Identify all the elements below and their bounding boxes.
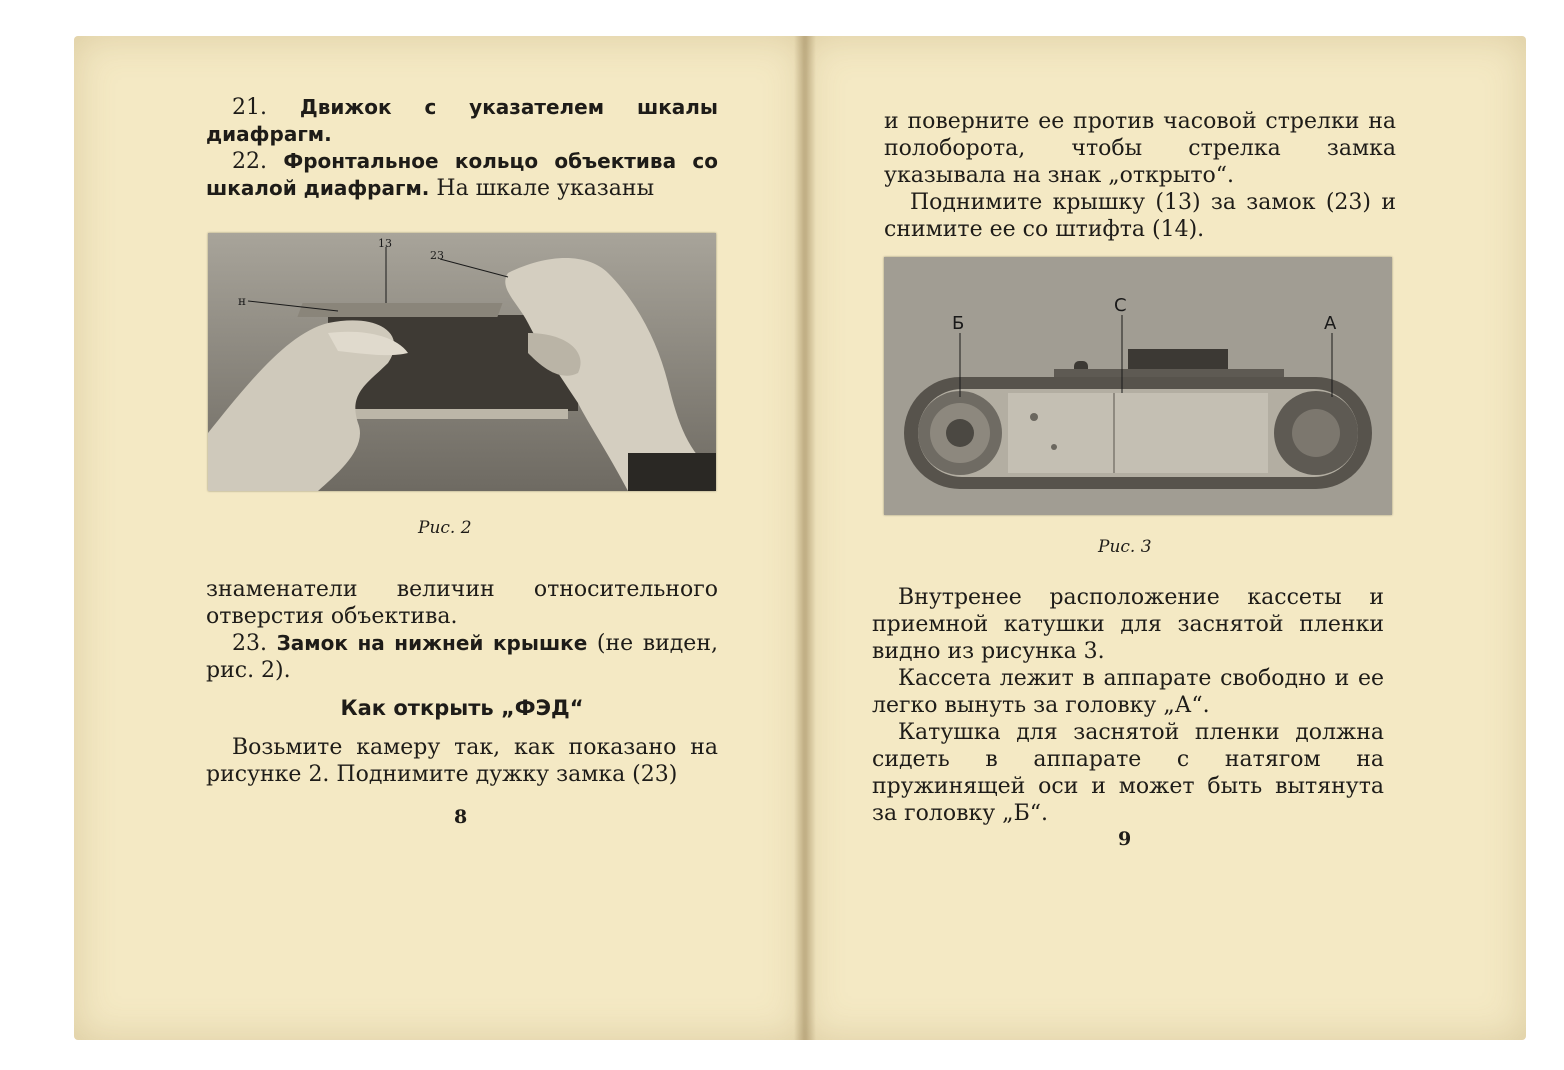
- item-23-title: Замок на нижней крышке: [276, 631, 588, 655]
- continued-text: знаменатели величин относительного отверстия объектива.: [206, 577, 718, 629]
- figure-2-label-c: 23: [430, 249, 444, 262]
- figure-3-caption: Рис. 3: [1098, 537, 1152, 557]
- section-text: Возьмите камеру так, как показано на рисунке 2. Поднимите дужку замка (23): [206, 735, 718, 787]
- item-22-text: На шкале указаны: [436, 176, 655, 201]
- item-23-number: 23.: [232, 631, 267, 656]
- right-top-text: [884, 108, 1396, 243]
- item-22-title: Фронтальное кольцо объектива со шкалой диафрагм.: [206, 149, 718, 200]
- figure-2-label-a: н: [238, 294, 246, 308]
- left-bottom-text: [206, 576, 718, 684]
- figure-3-label-a: А: [1324, 313, 1337, 334]
- section-text-block: [206, 734, 718, 788]
- figure-3-label-c: С: [1114, 295, 1127, 316]
- figure-2-label-b: 13: [378, 237, 392, 250]
- item-21-title: Движок с указателем шкалы диафрагм.: [206, 95, 718, 146]
- right-para-2: Поднимите крышку (13) за замок (23) и снимите ее со штифта (14).: [884, 190, 1396, 242]
- right-bottom-text: [872, 584, 1384, 827]
- section-heading: Как открыть „ФЭД“: [340, 696, 584, 720]
- left-page-number: 8: [454, 806, 468, 828]
- right-para-5: Катушка для заснятой пленки должна сидеть в аппарате с натягом на пружинящей оси и может быть вытянута за головку „Б“.: [872, 720, 1384, 826]
- item-22-number: 22.: [232, 149, 267, 174]
- right-page-number: 9: [1118, 828, 1132, 850]
- right-para-1: и поверните ее против часовой стрелки на полоборота, чтобы стрелка замка указывала на знак „открыто“.: [884, 109, 1396, 188]
- item-21-number: 21.: [232, 95, 267, 120]
- figure-2-caption: Рис. 2: [418, 518, 472, 538]
- item-23: [206, 630, 718, 684]
- figure-3-label-b: Б: [952, 313, 965, 334]
- right-para-4: Кассета лежит в аппарате свободно и ее легко вынуть за головку „А“.: [872, 666, 1384, 718]
- item-22: [206, 148, 718, 202]
- item-21: [206, 94, 718, 148]
- figure-2-photo: [208, 233, 716, 491]
- figure-3-photo: [884, 257, 1392, 515]
- right-para-3: Внутренее расположение кассеты и приемной катушки для заснятой пленки видно из рисунка 3.: [872, 585, 1384, 664]
- book-spine: [794, 36, 816, 1040]
- left-top-text: [206, 94, 718, 202]
- item-23-text: (не виден, рис. 2).: [206, 631, 718, 683]
